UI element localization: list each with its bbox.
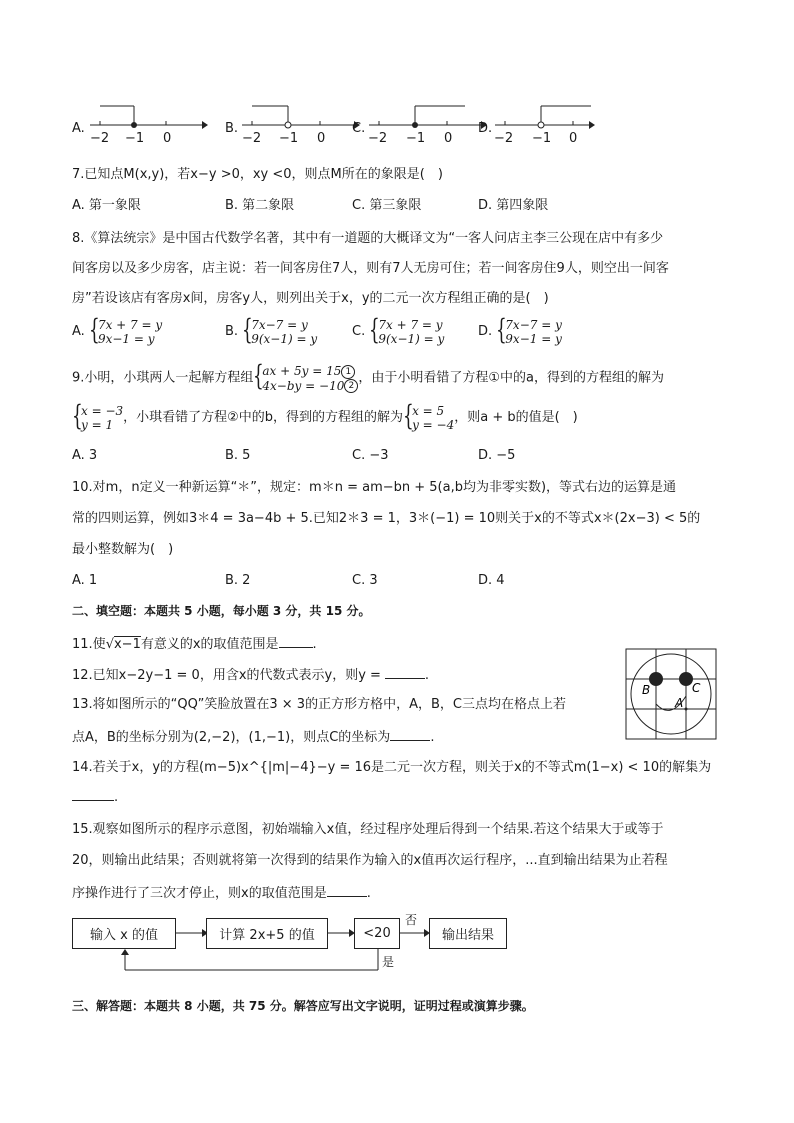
q8-c-eq2: 9(x−1) = y: [378, 332, 445, 346]
q9-post: ，由于小明看错了方程①中的a，得到的方程组的解为: [358, 370, 664, 386]
q9-line2: [72, 399, 578, 432]
qq-label-c: C: [692, 681, 701, 695]
q8-option-a: [72, 313, 163, 346]
q10-line1: 10.对m，n定义一种新运算“＊”，规定：m＊n = am−bn + 5(a,b均为非零实数)，等式右边的运算是通: [72, 480, 677, 495]
q10-option-b: B. 2: [225, 573, 251, 588]
q14-end: .: [114, 790, 119, 805]
flow-compare-box: <20: [354, 918, 400, 949]
q6d-tick-0: 0: [569, 131, 578, 146]
qq-label-b: B: [642, 683, 651, 697]
q6c-tick-neg2: −2: [368, 131, 388, 146]
q8-option-d-label: D.: [478, 324, 493, 340]
q13-answer-blank[interactable]: [390, 728, 430, 741]
q8-option-c-label: C.: [352, 324, 366, 340]
q8-d-eq1: 7x−7 = y: [505, 318, 562, 332]
q9-pre: 9.小明，小琪两人一起解方程组: [72, 370, 254, 386]
q9-system: { ax + 5y = 15 1 4x−by = −10 2: [253, 364, 358, 393]
q15-line3-wrap: [72, 884, 371, 902]
q11-radicand: x−1: [113, 637, 141, 652]
q6c-tick-0: 0: [444, 131, 453, 146]
q13-line2: 点A，B的坐标分别为(2,−2)，(1,−1)，则点C的坐标为: [72, 730, 391, 745]
q9-s1b: y = 1: [81, 418, 114, 432]
q8-a-eq1: 7x + 7 = y: [97, 318, 163, 332]
q10-option-a: A. 1: [72, 573, 98, 588]
q8-option-b-label: B.: [225, 324, 239, 340]
q14-line2: [72, 788, 118, 806]
q9-eq2-row: [262, 379, 358, 394]
q6-option-d-label: D.: [478, 121, 493, 136]
q8-line1: 8.《算法统宗》是中国古代数学名著，其中有一道题的大概译文为“一客人问店主李三公现在店中有多少: [72, 231, 664, 246]
q9-eq2-mark: 2: [344, 379, 358, 393]
q9-option-d: D. −5: [478, 448, 516, 463]
q7-option-b: B. 第二象限: [225, 198, 295, 213]
q6-option-b-label: B.: [225, 121, 239, 136]
q8-c-eq1: 7x + 7 = y: [378, 318, 443, 332]
q8-option-d: [478, 313, 562, 346]
q6-option-c-label: C.: [352, 121, 366, 136]
q13-end: .: [430, 730, 435, 745]
q8-a-eq2: 9x−1 = y: [97, 332, 155, 346]
q15-answer-blank[interactable]: [327, 884, 367, 897]
q7-option-a: A. 第一象限: [72, 198, 141, 213]
q14-answer-blank[interactable]: [72, 788, 114, 801]
q9-eq1-row: [262, 364, 358, 379]
q6-option-a-label: A.: [72, 121, 85, 136]
sqrt-icon: √: [105, 637, 114, 652]
q11-answer-blank[interactable]: [279, 635, 313, 648]
q11-post: 有意义的x的取值范围是: [140, 637, 279, 652]
q9-s2a: x = 5: [412, 404, 445, 418]
q6a-tick-0: 0: [163, 131, 172, 146]
q8-option-a-label: A.: [72, 324, 85, 340]
q10-line2: 常的四则运算，例如3＊4 = 3a−4b + 5.已知2＊3 = 1，3＊(−1) = 10则关于x的不等式x＊(2x−3) < 5的: [72, 511, 701, 526]
q8-option-b: [225, 313, 318, 346]
q12-pre: 12.已知x−2y−1 = 0，用含x的代数式表示y，则y =: [72, 668, 381, 683]
q8-b-eq1: 7x−7 = y: [251, 318, 308, 332]
q6b-tick-neg2: −2: [242, 131, 262, 146]
q9-s2b: y = −4: [412, 418, 455, 432]
q6c-tick-neg1: −1: [406, 131, 426, 146]
q9-eq1: ax + 5y = 15: [262, 364, 342, 378]
flow-input-box: 输入 x 的值: [72, 918, 176, 949]
q13-line2-wrap: [72, 728, 434, 746]
q8-line3: 房”若设该店有客房x间，房客y人，则列出关于x，y的二元一次方程组正确的是( ): [72, 291, 549, 306]
q11: [72, 635, 317, 653]
q11-end: .: [312, 637, 317, 652]
q15-end: .: [366, 886, 371, 901]
q6d-tick-neg2: −2: [494, 131, 514, 146]
q7-option-c: C. 第三象限: [352, 198, 422, 213]
q14-line1: 14.若关于x，y的方程(m−5)x^{|m|−4}−y = 16是二元一次方程，则关于x的不等式m(1−x) < 10的解集为: [72, 760, 712, 775]
qq-smiley-figure: [625, 648, 719, 743]
q9-s1a: x = −3: [81, 404, 124, 418]
q6a-tick-neg2: −2: [90, 131, 110, 146]
q8-b-eq2: 9(x−1) = y: [251, 332, 318, 346]
q12-answer-blank[interactable]: [385, 666, 425, 679]
q8-d-eq2: 9x−1 = y: [505, 332, 562, 346]
q11-pre: 11.使: [72, 637, 106, 652]
q7-option-d: D. 第四象限: [478, 198, 549, 213]
q9-option-a: A. 3: [72, 448, 98, 463]
flow-output-box: 输出结果: [429, 918, 507, 949]
flow-compute-box: 计算 2x+5 的值: [206, 918, 328, 949]
q10-line3: 最小整数解为( ): [72, 542, 174, 557]
q13-line1: 13.将如图所示的“QQ”笑脸放置在3 × 3的正方形方格中，A，B，C三点均在格点上若: [72, 697, 566, 712]
q9-option-c: C. −3: [352, 448, 389, 463]
q15-line2: 20，则输出此结果；否则就将第一次得到的结果作为输入的x值再次运行程序，...直到输出结果为止若程: [72, 853, 668, 868]
q10-option-d: D. 4: [478, 573, 505, 588]
q9-solution1: { x = −3 y = 1: [72, 399, 124, 432]
q8-option-c: [352, 313, 445, 346]
q9-eq2: 4x−by = −10: [262, 378, 345, 393]
q7-stem: 7.已知点M(x,y)，若x−y >0，xy <0，则点M所在的象限是( ): [72, 167, 443, 182]
q9-line1: [72, 359, 664, 393]
q6b-tick-neg1: −1: [279, 131, 299, 146]
q6b-tick-0: 0: [317, 131, 326, 146]
q6d-tick-neg1: −1: [532, 131, 552, 146]
section2-heading: 二、填空题：本题共 5 小题，每小题 3 分，共 15 分。: [72, 604, 371, 618]
q9-end: ，则a + b的值是( ): [454, 410, 578, 426]
qq-label-a: A: [675, 696, 684, 710]
q15-line1: 15.观察如图所示的程序示意图，初始端输入x值，经过程序处理后得到一个结果.若这个结果大于或等于: [72, 822, 664, 837]
flow-yes-label: 是: [382, 955, 395, 969]
q8-option-b-system: { 7x−7 = y 9(x−1) = y: [242, 313, 318, 346]
q15-line3: 序操作进行了三次才停止，则x的取值范围是: [72, 886, 327, 901]
q8-line2: 间客房以及多少房客，店主说：若一间客房住7人，则有7人无房可住；若一间客房住9人，则空出一间客: [72, 261, 669, 276]
flow-no-label: 否: [405, 913, 418, 927]
q12-end: .: [424, 668, 430, 683]
q9-mid: ，小琪看错了方程②中的b，得到的方程组的解为: [123, 410, 404, 426]
q8-option-a-system: { 7x + 7 = y 9x−1 = y: [88, 313, 163, 346]
q8-option-c-system: { 7x + 7 = y 9(x−1) = y: [369, 313, 445, 346]
section3-heading: 三、解答题：本题共 8 小题，共 75 分。解答应写出文字说明，证明过程或演算步骤。: [72, 999, 534, 1013]
q9-solution2: { x = 5 y = −4: [403, 399, 455, 432]
q10-option-c: C. 3: [352, 573, 378, 588]
q6a-tick-neg1: −1: [125, 131, 145, 146]
q9-eq1-mark: 1: [341, 365, 355, 379]
q12: [72, 666, 429, 684]
q8-option-d-system: { 7x−7 = y 9x−1 = y: [496, 313, 562, 346]
q9-option-b: B. 5: [225, 448, 251, 463]
